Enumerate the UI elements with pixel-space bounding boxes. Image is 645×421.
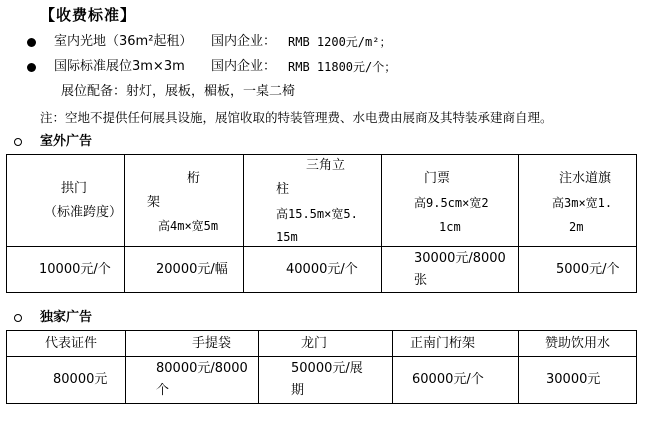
table-header-row [7, 331, 637, 357]
page-title: 【收费标准】 [40, 6, 137, 24]
price-line: 60000元/个 [412, 372, 484, 387]
header-line: 三角立 [306, 158, 346, 173]
header-line: 柱 [276, 182, 290, 197]
bullet-org: 国内企业： [211, 59, 277, 74]
price-line: 40000元/个 [286, 262, 358, 277]
bullet-label: 室内光地（36m²起租） [54, 34, 193, 49]
price-line: 30000元 [546, 372, 601, 387]
header-line: 15m [276, 230, 298, 244]
exclusive-ad-table [6, 330, 637, 404]
header-cell [126, 331, 259, 357]
header-cell [519, 331, 637, 357]
circle-bullet-icon [14, 314, 22, 322]
price-cell [393, 357, 519, 404]
header-line: （标准跨度） [44, 205, 123, 220]
header-line: 手提袋 [192, 336, 232, 351]
header-cell-triangle-pillar [244, 155, 382, 247]
price-line: 80000元 [53, 372, 108, 387]
price-cell [519, 247, 637, 293]
header-line: 拱门 [61, 181, 88, 196]
header-line: 赞助饮用水 [545, 336, 611, 351]
price-cell [125, 247, 244, 293]
section-heading-outdoor: 室外广告 [40, 134, 93, 149]
header-line: 桁 [187, 171, 201, 186]
header-line: 1cm [439, 220, 461, 234]
bullet-label: 国际标准展位3m×3m [54, 59, 185, 74]
header-line: 高9.5cm×宽2 [414, 196, 489, 210]
header-line: 正南门桁架 [410, 336, 476, 351]
price-line: 5000元/个 [556, 262, 620, 277]
header-line: 龙门 [301, 336, 328, 351]
outdoor-ad-table [6, 154, 637, 293]
price-line: 20000元/幅 [156, 262, 228, 277]
bullet-price: RMB 1200元/m²； [288, 35, 392, 49]
header-cell-water-flag [519, 155, 637, 247]
note-text: 注：空地不提供任何展具设施，展馆收取的特装管理费、水电费由展商及其特装承建商自理。 [40, 110, 553, 125]
price-cell [126, 357, 259, 404]
booth-config: 展位配备：射灯，展板，楣板，一桌二椅 [61, 84, 296, 99]
price-cell [7, 357, 126, 404]
header-cell-arch [7, 155, 125, 247]
header-cell-ticket [382, 155, 519, 247]
price-line: 30000元/8000 [414, 251, 506, 266]
price-line: 期 [291, 383, 305, 398]
header-line: 高15.5m×宽5. [276, 207, 358, 221]
section-heading-exclusive: 独家广告 [40, 310, 93, 325]
header-line: 2m [569, 220, 584, 234]
header-cell [7, 331, 126, 357]
bullet-dot-icon [27, 38, 36, 47]
price-line: 80000元/8000 [156, 361, 248, 376]
table-header-row [7, 155, 637, 247]
table-row [7, 357, 637, 404]
price-line: 10000元/个 [39, 262, 111, 277]
price-line: 张 [414, 273, 428, 288]
header-line: 高4m×宽5m [158, 219, 219, 233]
circle-bullet-icon [14, 138, 22, 146]
header-cell [259, 331, 393, 357]
header-cell [393, 331, 519, 357]
price-cell [519, 357, 637, 404]
header-line: 门票 [424, 171, 451, 186]
header-line: 注水道旗 [559, 171, 612, 186]
price-cell [259, 357, 393, 404]
bullet-price: RMB 11800元/个； [288, 60, 397, 74]
bullet-dot-icon [27, 63, 36, 72]
price-cell [244, 247, 382, 293]
header-line: 架 [147, 195, 161, 210]
price-line: 个 [156, 383, 170, 398]
bullet-org: 国内企业： [211, 34, 277, 49]
table-row [7, 247, 637, 293]
header-line: 高3m×宽1. [552, 196, 613, 210]
header-line: 代表证件 [45, 336, 98, 351]
price-line: 50000元/展 [291, 361, 363, 376]
price-cell [7, 247, 125, 293]
price-cell [382, 247, 519, 293]
header-cell-truss [125, 155, 244, 247]
